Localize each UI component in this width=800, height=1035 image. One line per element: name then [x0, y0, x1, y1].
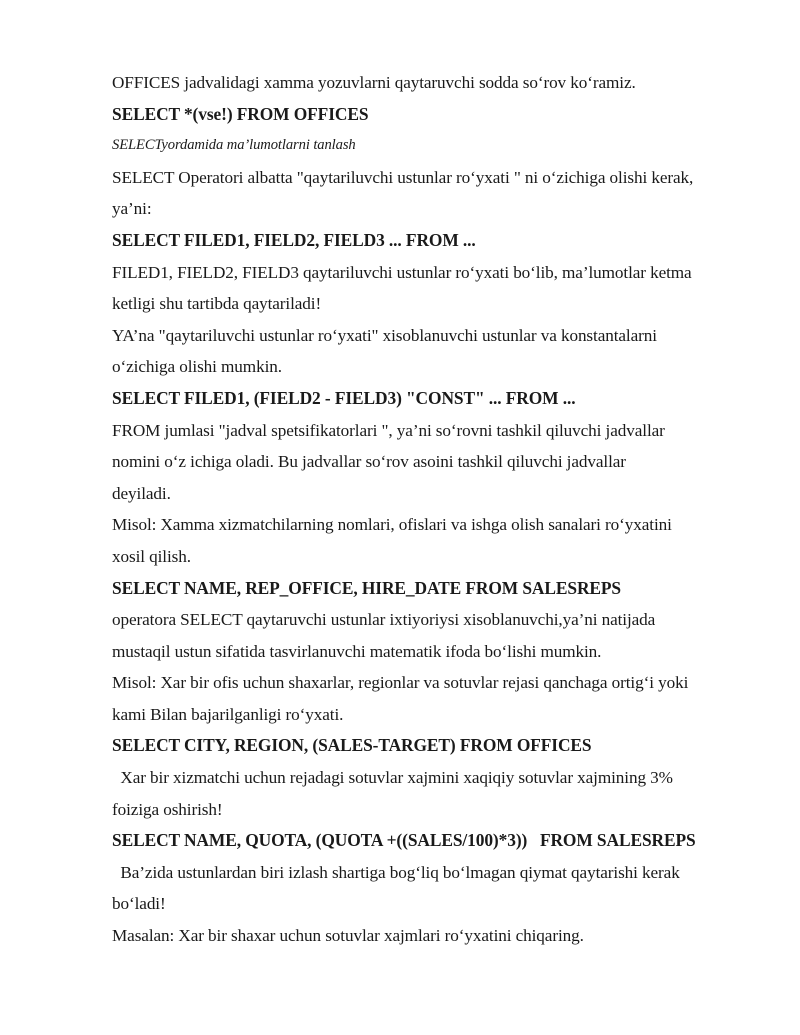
- text-line: kami Bilan bajarilganligi ro‘yxati.: [112, 704, 344, 724]
- text-line: o‘zichiga olishi mumkin.: [112, 357, 282, 377]
- text-line: YA’na "qaytariluvchi ustunlar ro‘yxati" xisoblanuvchi ustunlar va konstantalarni: [112, 325, 657, 345]
- text-line: Misol: Xamma xizmatchilarning nomlari, ofislari va ishga olish sanalari ro‘yxatini: [112, 515, 672, 535]
- text-line: foiziga oshirish!: [112, 799, 223, 819]
- section-heading: SELECTyordamida ma’lumotlarni tanlash: [112, 137, 356, 154]
- sql-code-line: SELECT FILED1, (FIELD2 - FIELD3) "CONST" ... FROM ...: [112, 387, 576, 408]
- text-line: nomini o‘z ichiga oladi. Bu jadvallar so‘rov asoini tashkil qiluvchi jadvallar: [112, 452, 626, 472]
- sql-code-line: SELECT FILED1, FIELD2, FIELD3 ... FROM ...: [112, 229, 476, 250]
- text-line: OFFICES jadvalidagi xamma yozuvlarni qaytaruvchi sodda so‘rov ko‘ramiz.: [112, 73, 636, 92]
- text-line: ya’ni:: [112, 199, 152, 219]
- text-line: operatora SELECT qaytaruvchi ustunlar ixtiyoriysi xisoblanuvchi,ya’ni natijada: [112, 610, 656, 630]
- sql-code-line: SELECT NAME, REP_OFFICE, HIRE_DATE FROM SALESREPS: [112, 577, 622, 598]
- sql-code-line: SELECT CITY, REGION, (SALES-TARGET) FROM OFFICES: [112, 735, 592, 756]
- text-line: xosil qilish.: [112, 546, 191, 566]
- text-line: FROM jumlasi "jadval spetsifikatorlari ", ya’ni so‘rovni tashkil qiluvchi jadvallar: [112, 420, 665, 440]
- text-line: FILED1, FIELD2, FIELD3 qaytariluvchi ustunlar ro‘yxati bo‘lib, ma’lumotlar ketma: [112, 262, 692, 282]
- text-line: SELECT Operatori albatta "qaytariluvchi ustunlar ro‘yxati " ni o‘zichiga olishi kerak,: [112, 167, 694, 187]
- text-line: mustaqil ustun sifatida tasvirlanuvchi matematik ifoda bo‘lishi mumkin.: [112, 641, 602, 661]
- sql-code-line: SELECT NAME, QUOTA, (QUOTA +((SALES/100)*3)) FROM SALESREPS: [112, 830, 696, 851]
- sql-code-line: SELECT *(vse!) FROM OFFICES: [112, 103, 369, 124]
- text-line: Masalan: Xar bir shaxar uchun sotuvlar xajmlari ro‘yxatini chiqaring.: [112, 926, 584, 946]
- text-line: Xar bir xizmatchi uchun rejadagi sotuvlar xajmini xaqiqiy sotuvlar xajmining 3%: [112, 768, 673, 788]
- text-line: Misol: Xar bir ofis uchun shaxarlar, regionlar va sotuvlar rejasi qanchaga ortig‘i yoki: [112, 673, 689, 693]
- text-line: deyiladi.: [112, 483, 171, 503]
- document-body: [112, 67, 792, 952]
- text-line: bo‘ladi!: [112, 894, 166, 914]
- text-line: Ba’zida ustunlardan biri izlash shartiga bog‘liq bo‘lmagan qiymat qaytarishi kerak: [112, 862, 680, 882]
- text-line: ketligi shu tartibda qaytariladi!: [112, 294, 322, 314]
